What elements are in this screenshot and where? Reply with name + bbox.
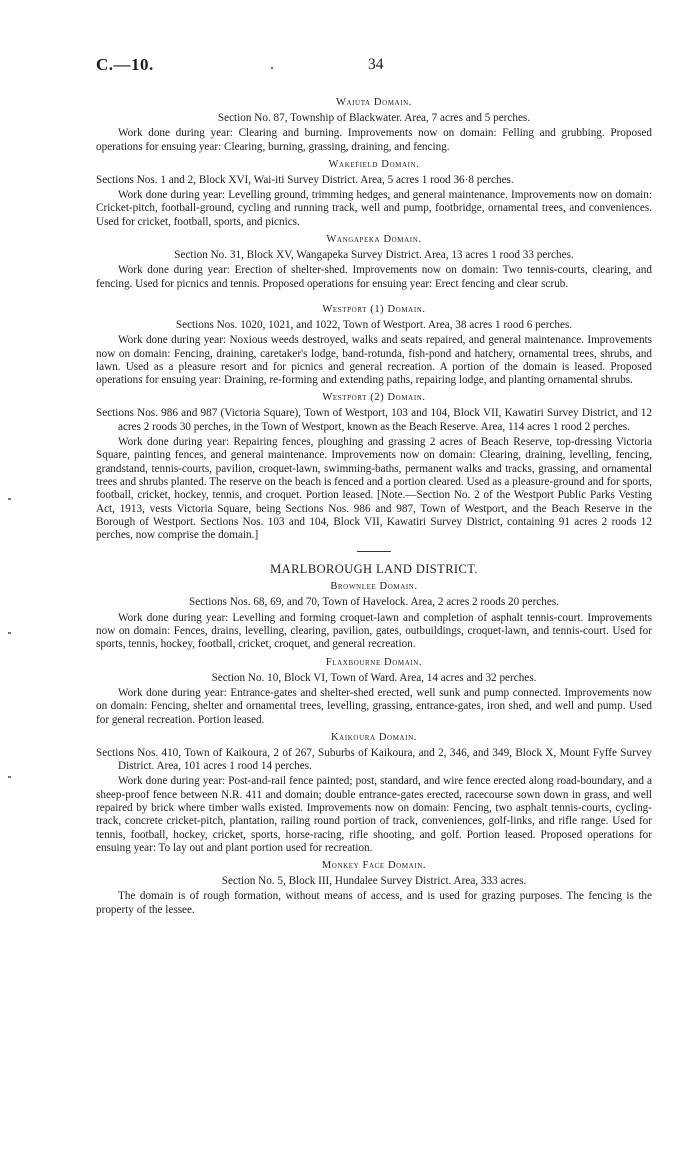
report-code: C.—10. <box>96 55 154 74</box>
domain-area-line: Section No. 87, Township of Blackwater. Area, 7 acres and 5 perches. <box>217 112 531 124</box>
domain-area-line: Section No. 10, Block VI, Town of Ward. Area, 14 acres and 32 perches. <box>211 671 537 684</box>
page-number: 34 <box>368 56 384 73</box>
domain-heading: Monkey Face Domain. <box>321 860 427 872</box>
domain-heading: Flaxbourne Domain. <box>325 656 423 668</box>
domain-work-paragraph: Work done during year: Levelling ground, trimming hedges, and general maintenance. Improvements now on domain: Cricket-pitch, football-ground, cycling and running track, well and pump, footbridge, ornamental trees, and conveniences. Used for cricket, football, sports, and picnics. <box>96 189 652 228</box>
domain-heading: Brownlee Domain. <box>330 581 418 593</box>
section-divider <box>357 551 391 552</box>
domain-work-paragraph: Work done during year: Entrance-gates and shelter-shed erected, well sunk and pump connected. Improvements now on domain: Fencing, shelter and ornamental trees, levelling, grassing, entrance-gates, iron shed, and well and pump. Used for general recreation. Portion leased. <box>96 686 652 726</box>
scan-mark <box>8 776 11 778</box>
domain-work-paragraph: Work done during year: Clearing and burning. Improvements now on domain: Felling and grubbing. Proposed operations for ensuing year: Clearing, burning, grassing, draining, and fencing. <box>96 127 652 153</box>
domain-heading: Kaikoura Domain. <box>330 731 417 743</box>
domain-area-line: Section No. 31, Block XV, Wangapeka Survey District. Area, 13 acres 1 rood 33 perches. <box>174 249 574 262</box>
scan-mark <box>8 498 11 500</box>
domain-area-line: Sections Nos. 1020, 1021, and 1022, Town of Westport. Area, 38 acres 1 rood 6 perches. <box>175 318 573 331</box>
header-dot <box>271 67 273 69</box>
domain-area-line: Sections Nos. 410, Town of Kaikoura, 2 of 267, Suburbs of Kaikoura, and 2, 346, and 349, Block X, Mount Fyffe Survey District. Area, 101 acres 1 rood 14 perches. <box>96 746 652 773</box>
district-title: MARLBOROUGH LAND DISTRICT. <box>270 562 478 577</box>
domain-work-paragraph: Work done during year: Levelling and forming croquet-lawn and completion of asphalt tennis-court. Improvements now on domain: Fences, drains, levelling, clearing, pavilion, gates, outbuildings, croquet-lawn, and tennis-court. Used for sports, tennis, hockey, football, cricket, croquet, and general recreation. <box>96 611 652 651</box>
domain-area-line: Sections Nos. 986 and 987 (Victoria Square), Town of Westport, 103 and 104, Block VII, Kawatiri Survey District, and 12 acres 2 roods 30 perches, in the Town of Westport, known as the Beach Reserve. Area, 114 acres 1 rood 2 perches. <box>96 407 652 433</box>
domain-heading: Wakefield Domain. <box>328 158 420 170</box>
domain-work-paragraph: The domain is of rough formation, without means of access, and is used for grazing purposes. The fencing is the property of the lessee. <box>96 890 652 916</box>
domain-heading: Westport (2) Domain. <box>322 392 426 404</box>
domain-heading: Wangapeka Domain. <box>326 234 422 246</box>
domain-work-paragraph: Work done during year: Erection of shelter-shed. Improvements now on domain: Two tennis-courts, clearing, and fencing. Used for picnics and tennis. Proposed operations for ensuing year: Erect fencing and clear scrub. <box>96 264 652 290</box>
domain-heading: Waiuta Domain. <box>335 97 413 108</box>
domain-work-paragraph: Work done during year: Post-and-rail fence painted; post, standard, and wire fence erected along road-boundary, and a sheep-proof fence between N.R. 411 and domain; double entrance-gates erected, racecourse sown down in grass, and well repaired by brick where timber walls existed. Improvements now on domain: Fencing, two asphalt tennis-courts, cycling-track, concrete cricket-pitch, plantation, railing round portion of track, conveniences, golf-links, and rifle range. Used for tennis, football, hockey, cricket, sports, horse-racing, rifle shooting, and golf. Portion leased. Proposed operations for ensuing year: To lay out and plant portion used for recreation. <box>96 775 652 854</box>
domain-work-paragraph: Work done during year: Repairing fences, ploughing and grassing 2 acres of Beach Reserve, top-dressing Victoria Square, painting fences, and general maintenance. Improvements now on domain: Clearing, draining, levelling, fencing, grandstand, tennis-courts, pavilion, croquet-lawn, swimming-baths, permanent walks and tracks, grassing, and ornamental trees and shrubs planted. The reserve on the beach is fenced and a portion cleared. Used as a pleasure-ground and for sports, football, cricket, hockey, tennis, and croquet. Portion leased. [Note.—Section No. 2 of the Westport Public Parks Vesting Act, 1913, vests Victoria Square, being Sections Nos. 986 and 987, Town of Westport, and the Beach Reserve in the Borough of Westport. Sections Nos. 103 and 104, Block VII, Kawatiri Survey District, containing 91 acres 2 roods 12 perches, now comprise the domain.] <box>96 436 652 542</box>
domain-area-line: Sections Nos. 68, 69, and 70, Town of Havelock. Area, 2 acres 2 roods 20 perches. <box>189 596 559 609</box>
domain-work-paragraph: Work done during year: Noxious weeds destroyed, walks and seats repaired, and general maintenance. Improvements now on domain: Fencing, draining, caretaker's lodge, band-rotunda, fish-pond and hatchery, ornamental trees, shrubs, and lawn. Used as a pleasure resort and for picnics and general recreation. A portion of the domain is leased. Proposed operations for ensuing year: Draining, re-forming and extending paths, repairing lodge, and planting ornamental shrubs. <box>96 334 652 387</box>
domain-area-line: Section No. 5, Block III, Hundalee Survey District. Area, 333 acres. <box>221 875 527 888</box>
domain-area-line: Sections Nos. 1 and 2, Block XVI, Wai-iti Survey District. Area, 5 acres 1 rood 36·8 perches. <box>96 173 514 186</box>
scan-mark <box>8 632 11 634</box>
domain-heading: Westport (1) Domain. <box>322 303 426 315</box>
page-header <box>96 55 652 78</box>
page-content <box>96 92 652 919</box>
spacer <box>96 293 652 299</box>
